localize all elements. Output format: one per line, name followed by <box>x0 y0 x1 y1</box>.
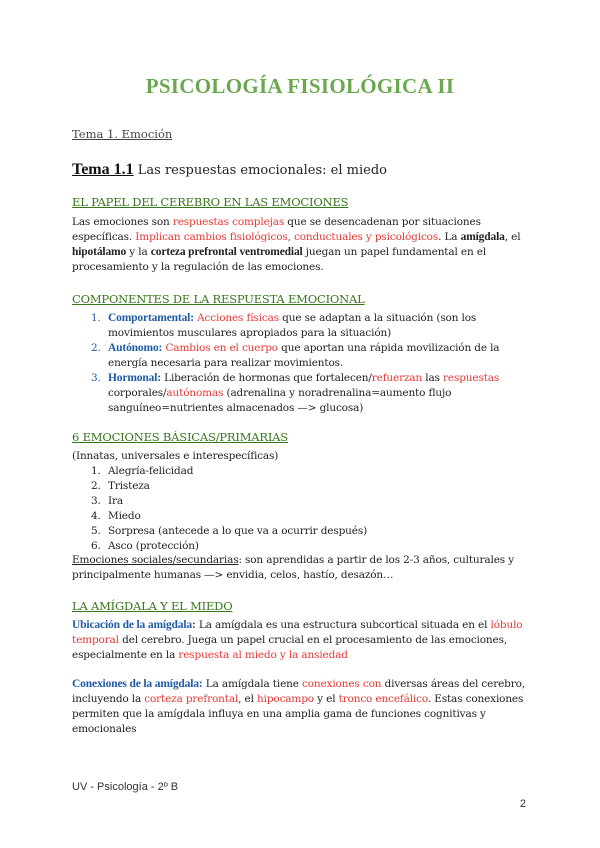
highlight-text: autónomas <box>166 387 224 399</box>
item-text: Ira <box>108 495 123 507</box>
highlight-text: respuestas complejas <box>172 216 285 228</box>
item-text: Asco (protección) <box>108 540 199 552</box>
highlight-text: refuerzan <box>371 372 423 384</box>
text: del cerebro. Juega un papel crucial en el procesamiento de las emociones, especialmente en la <box>72 634 508 661</box>
item-label: Conexiones de la amígdala: <box>72 678 203 690</box>
document-title: PSICOLOGÍA FISIOLÓGICA II <box>145 74 455 98</box>
highlight-text: Acciones físicas <box>197 312 279 324</box>
section-title <box>72 161 387 179</box>
list-number: 3. <box>91 372 101 384</box>
text: : son aprendidas a partir de los 2-3 años, culturales y principalmente humanas —> envidia, celos, hastío, desazón… <box>72 554 514 581</box>
section-number: Tema 1.1 <box>72 161 134 178</box>
item-label: Ubicación de la amígdala: <box>72 619 196 631</box>
text: . La <box>438 231 461 243</box>
list-item <box>72 311 532 341</box>
list-number: 1. <box>91 465 101 477</box>
list-item <box>72 539 532 554</box>
item-text: corporales/ <box>108 387 167 399</box>
item-text: Miedo <box>108 510 141 522</box>
text: que se desencadenan por situaciones específicas. <box>72 216 481 243</box>
paragraph-brain-role <box>72 215 532 275</box>
highlight-text: conexiones con <box>302 678 382 690</box>
page-number: 2 <box>519 798 526 810</box>
text: juegan un papel fundamental en el procesamiento y la regulación de las emociones. <box>72 246 487 273</box>
item-text: (adrenalina y noradrenalina=aumento flujo sanguíneo=nutrientes almacenados —> glucosa) <box>108 387 452 414</box>
text: diversas áreas del cerebro, incluyendo la <box>72 678 525 705</box>
text: y el <box>313 693 339 705</box>
basic-emotions-intro: (Innatas, universales e interespecíficas) <box>72 450 279 462</box>
highlight-text: hipocampo <box>257 693 314 705</box>
text: , el <box>504 231 521 243</box>
text: y la <box>126 246 151 258</box>
highlight-text: Implican cambios fisiológicos, conductuales y psicológicos <box>135 231 439 243</box>
highlight-text: corteza prefrontal <box>144 693 239 705</box>
highlight-text: tronco encefálico <box>338 693 428 705</box>
topic-subtitle: Tema 1. Emoción <box>72 127 173 141</box>
list-number: 6. <box>91 540 101 552</box>
text: , el <box>238 693 257 705</box>
list-number: 4. <box>91 510 101 522</box>
list-item <box>72 371 532 416</box>
bold-text: amígdala <box>460 231 505 243</box>
item-text: que aportan una rápida movilización de la energía necesaria para realizar movimientos. <box>108 342 500 369</box>
item-text: las <box>422 372 444 384</box>
amygdala-location-paragraph <box>72 618 532 663</box>
list-item <box>72 509 532 524</box>
item-text: Tristeza <box>108 480 150 492</box>
heading-brain-role: EL PAPEL DEL CEREBRO EN LAS EMOCIONES <box>72 195 349 209</box>
list-item <box>72 494 532 509</box>
item-text: Alegría-felicidad <box>108 465 194 477</box>
item-text: Sorpresa (antecede a lo que va a ocurrir después) <box>108 525 368 537</box>
text: La amígdala es una estructura subcortical situada en el <box>195 619 491 631</box>
item-label: Autónomo: <box>108 342 163 354</box>
heading-basic-emotions: 6 EMOCIONES BÁSICAS/PRIMARIAS <box>72 430 288 444</box>
heading-components: COMPONENTES DE LA RESPUESTA EMOCIONAL <box>72 292 365 306</box>
heading-amygdala: LA AMÍGDALA Y EL MIEDO <box>72 599 233 613</box>
item-label: Comportamental: <box>108 312 194 324</box>
list-number: 3. <box>91 495 101 507</box>
components-list <box>72 311 532 416</box>
highlight-text: respuesta al miedo y la ansiedad <box>178 649 348 661</box>
basic-emotions-list <box>72 464 532 554</box>
underlined-text: Emociones sociales/secundarias <box>72 554 239 566</box>
list-number: 2. <box>91 342 101 354</box>
page-footer: UV - Psicología - 2º B <box>72 781 179 793</box>
highlight-text: respuestas <box>443 372 500 384</box>
text: Las emociones son <box>72 216 173 228</box>
social-emotions-paragraph <box>72 553 532 583</box>
section-title-text: Las respuestas emocionales: el miedo <box>137 163 387 178</box>
amygdala-connections-paragraph <box>72 677 532 737</box>
item-text: que se adaptan a la situación (son los movimientos musculares apropiados para la situación) <box>108 312 477 339</box>
item-text: Liberación de hormonas que fortalecen/ <box>160 372 372 384</box>
list-item <box>72 479 532 494</box>
list-number: 5. <box>91 525 101 537</box>
list-number: 1. <box>91 312 101 324</box>
text: La amígdala tiene <box>202 678 302 690</box>
item-label: Hormonal: <box>108 372 161 384</box>
list-item <box>72 464 532 479</box>
highlight-text: lóbulo temporal <box>72 619 523 646</box>
text: . Estas conexiones permiten que la amígdala influya en una amplia gama de funciones cognitivas y emocionales <box>72 693 524 735</box>
highlight-text: Cambios en el cuerpo <box>165 342 278 354</box>
bold-text: corteza prefrontal ventromedial <box>150 246 303 258</box>
list-item <box>72 524 532 539</box>
list-number: 2. <box>91 480 101 492</box>
list-item <box>72 341 532 371</box>
bold-text: hipotálamo <box>72 246 127 258</box>
